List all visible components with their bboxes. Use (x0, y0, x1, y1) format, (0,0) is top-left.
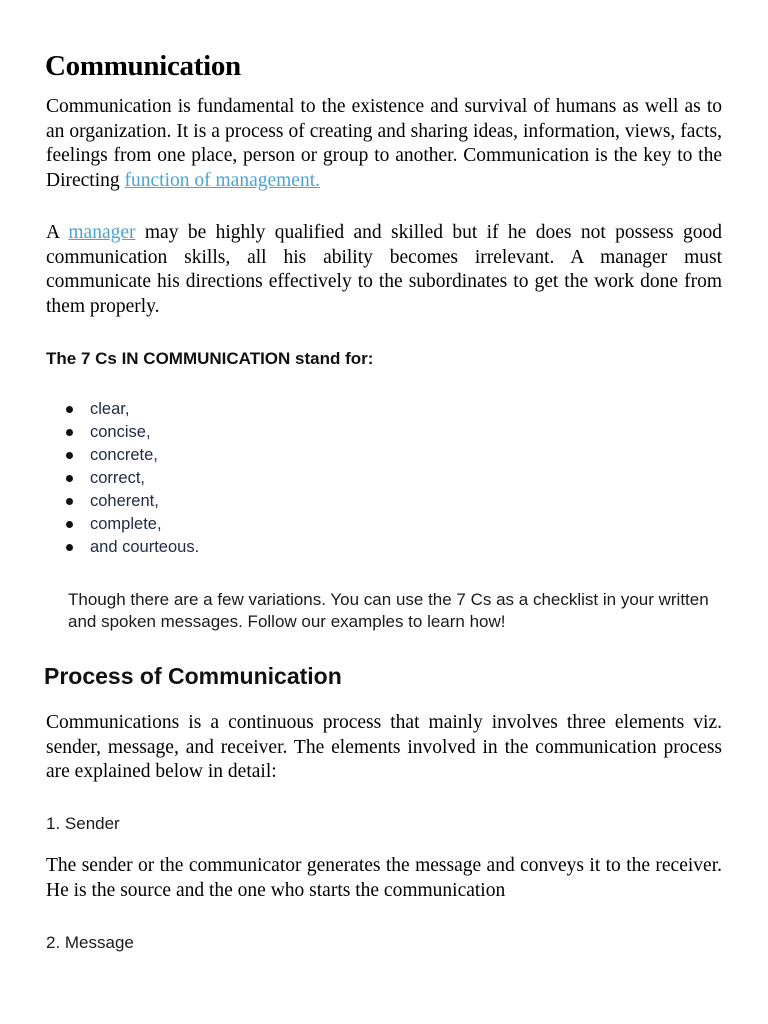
message-label: 2. Message (46, 933, 134, 952)
process-intro-paragraph: Communications is a continuous process that mainly involves three elements viz. sender, message, and receiver. The elements involved in the communication process are explained below in detail: (46, 712, 722, 783)
bullet-icon (66, 475, 73, 482)
function-of-management-link[interactable]: function of management. (124, 169, 320, 191)
list-item (46, 490, 199, 513)
intro-paragraph (46, 95, 722, 193)
list-item (46, 421, 199, 444)
seven-cs-heading: The 7 Cs IN COMMUNICATION stand for: (46, 349, 374, 368)
bullet-icon (66, 544, 73, 551)
list-item-label: correct, (90, 469, 146, 487)
manager-paragraph (46, 221, 722, 319)
list-item-label: coherent, (90, 492, 159, 510)
process-heading: Process of Communication (44, 663, 342, 689)
list-item (46, 444, 199, 467)
list-item (46, 467, 199, 490)
bullet-icon (66, 406, 73, 413)
list-item-label: concise, (90, 423, 151, 441)
sender-label: 1. Sender (46, 814, 120, 833)
list-item-label: and courteous. (90, 538, 200, 556)
bullet-icon (66, 498, 73, 505)
sender-paragraph: The sender or the communicator generates the message and conveys it to the receiver. He is the source and the one who starts the communication (46, 855, 722, 901)
intro-text: Communication is fundamental to the existence and survival of humans as well as to an organization. It is a process of creating and sharing ideas, information, views, facts, feelings from one place, person or group to another. Communication is the key to the Directing (46, 96, 722, 191)
manager-prefix: A (46, 222, 69, 243)
manager-link[interactable]: manager (68, 222, 136, 243)
list-item-label: clear, (90, 400, 130, 418)
manager-text: may be highly qualified and skilled but if he does not possess good communication skills, all his ability becomes irrelevant. A manager must communicate his directions effectively to the subordinates to get the work done from them properly. (46, 222, 722, 317)
list-item-label: complete, (90, 515, 162, 533)
list-item (46, 536, 199, 559)
seven-cs-list (46, 398, 199, 559)
bullet-icon (66, 452, 73, 459)
bullet-icon (66, 429, 73, 436)
list-item (46, 398, 199, 421)
page-title: Communication (45, 50, 241, 82)
list-item (46, 513, 199, 536)
bullet-icon (66, 521, 73, 528)
list-item-label: concrete, (90, 446, 158, 464)
seven-cs-note: Though there are a few variations. You can use the 7 Cs as a checklist in your written and spoken messages. Follow our examples to learn how! (68, 590, 709, 631)
